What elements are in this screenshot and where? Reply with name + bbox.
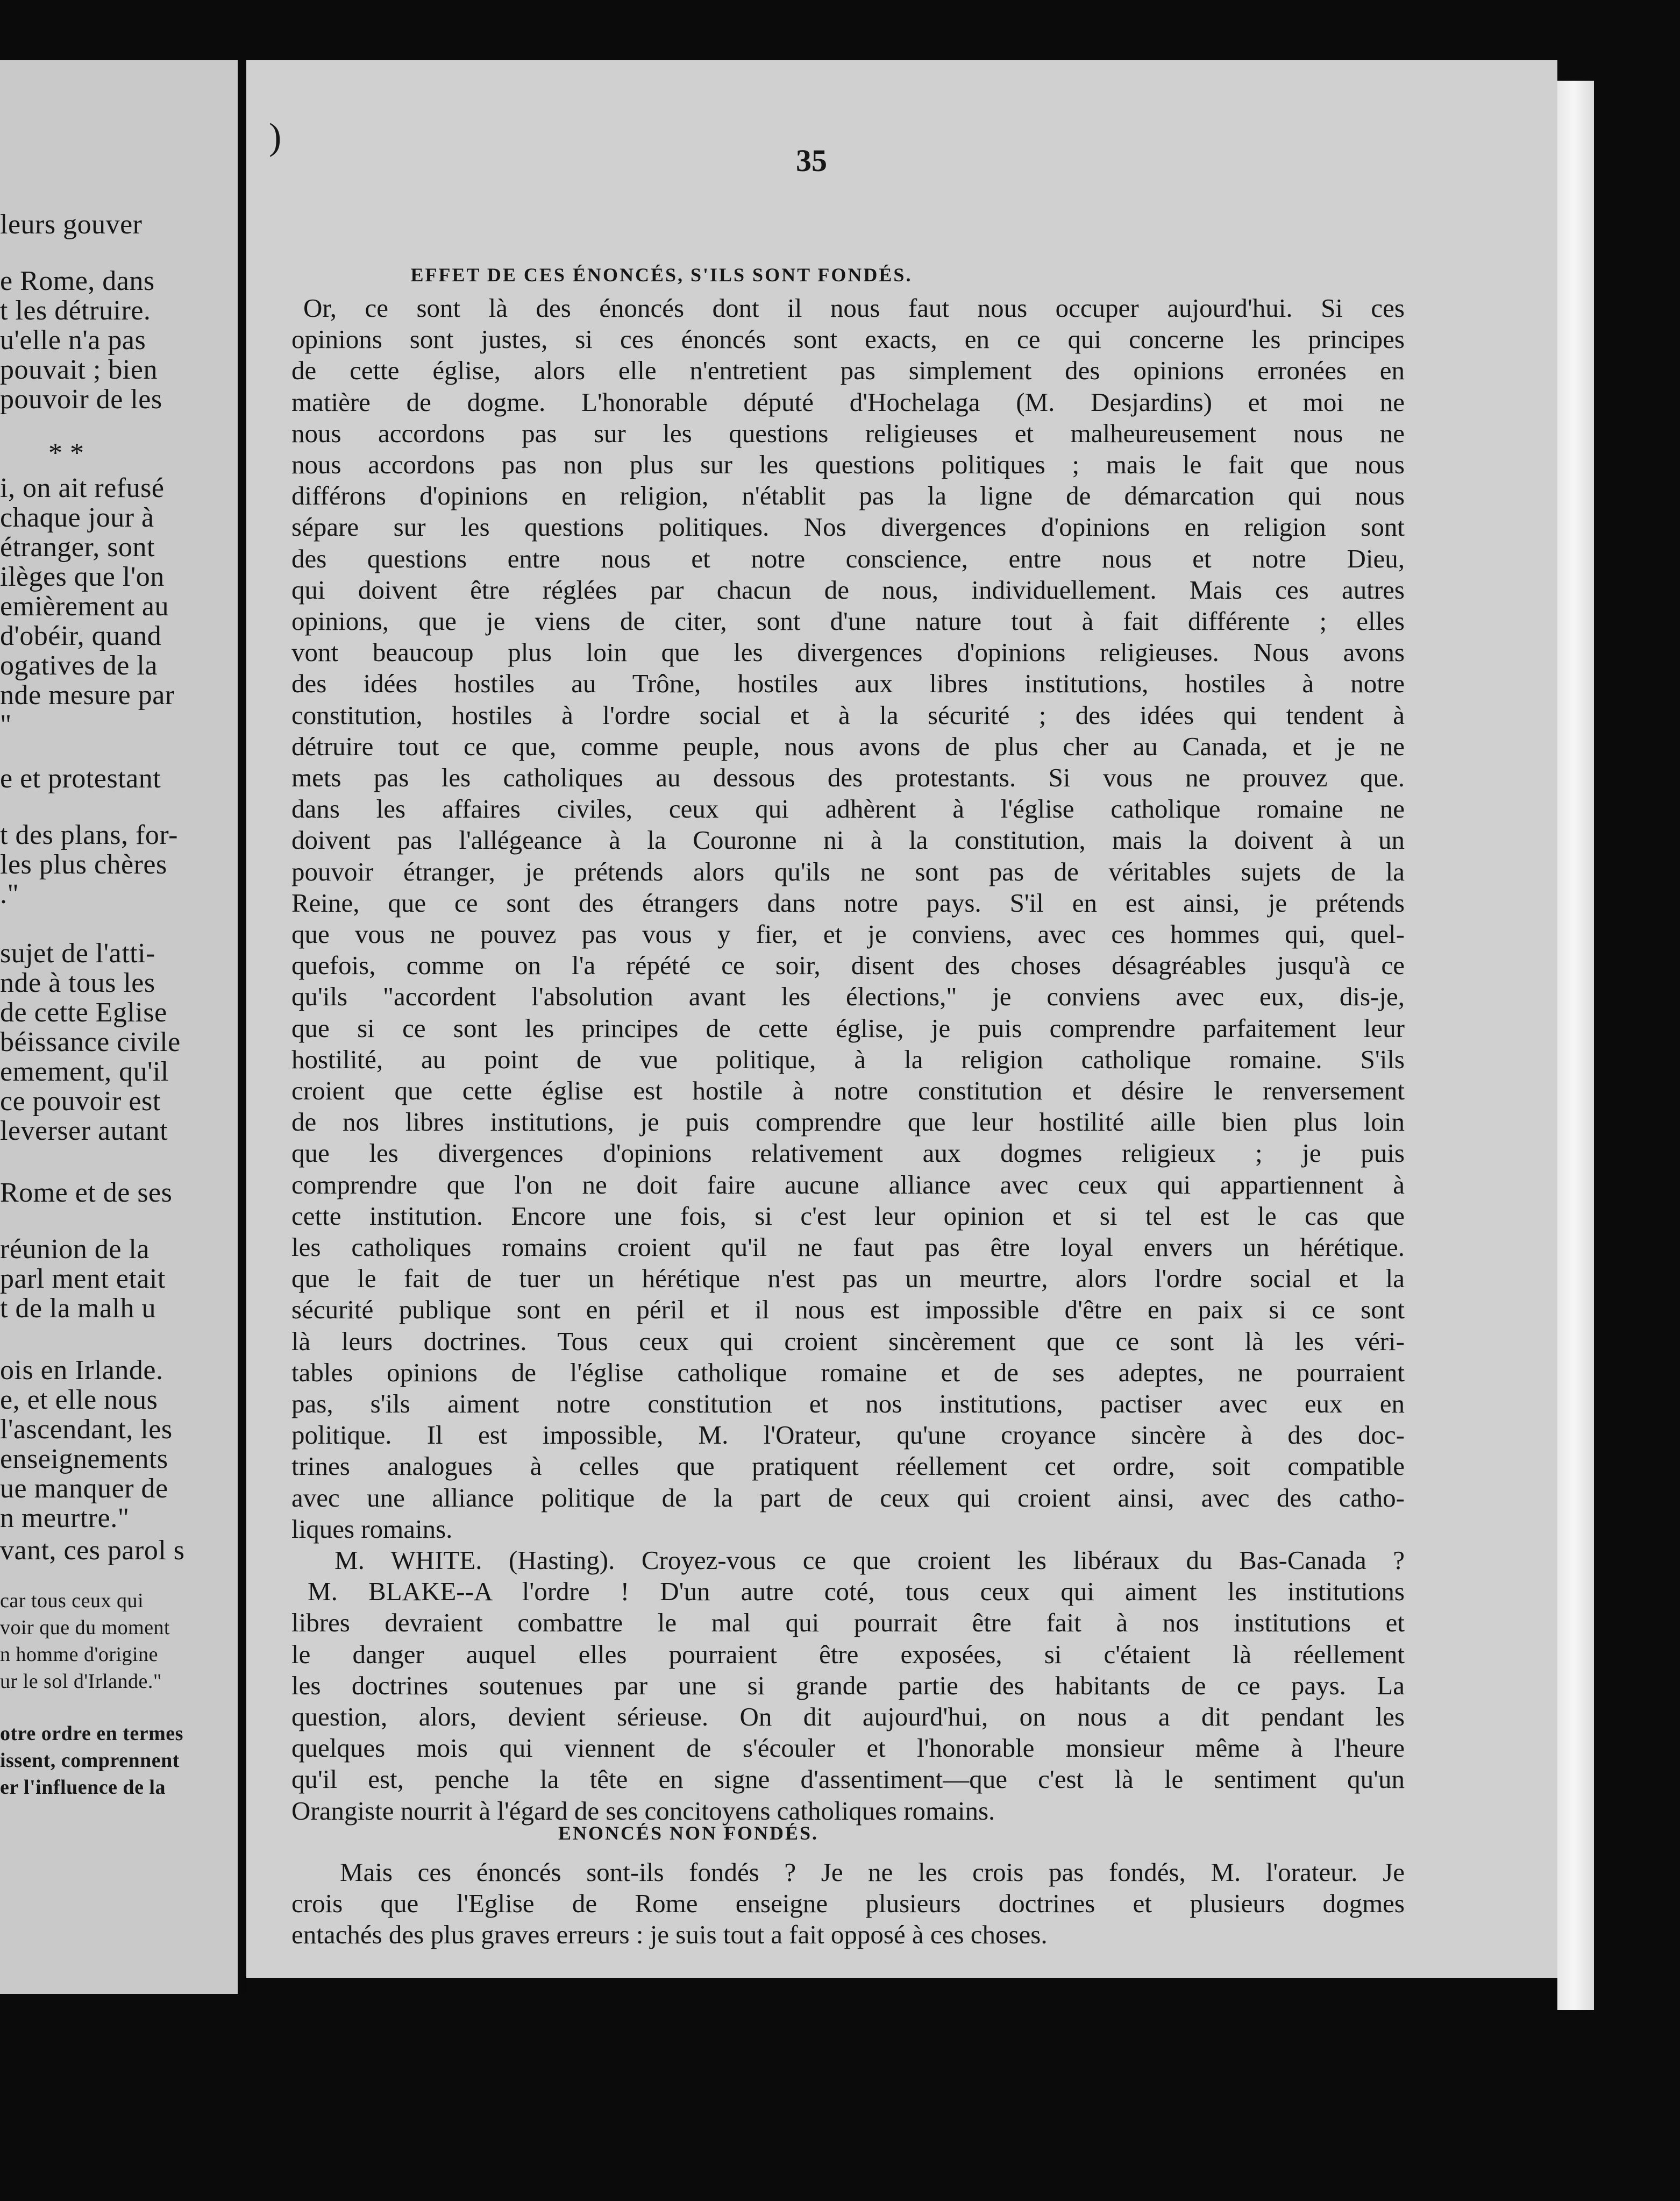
body-line: question, alors, devient sérieuse. On dit aujourd'hui, on nous a dit pendant les bbox=[291, 1702, 1405, 1731]
left-column-line: les plus chères bbox=[0, 849, 167, 880]
left-column-line: * * bbox=[48, 438, 84, 468]
left-column-line: n homme d'origine bbox=[0, 1643, 158, 1666]
left-column-line: ois en Irlande. bbox=[0, 1355, 163, 1386]
body-line: avec une alliance politique de la part de ceux qui croient ainsi, avec des catho- bbox=[291, 1482, 1405, 1513]
left-column-line: réunion de la bbox=[0, 1234, 150, 1265]
body-line: sécurité publique sont en péril et il nous est impossible d'être en paix si ce sont bbox=[291, 1295, 1405, 1325]
left-column-line: i, on ait refusé bbox=[0, 473, 165, 503]
body-line: là leurs doctrines. Tous ceux qui croient sincèrement que ce sont là les véri- bbox=[291, 1326, 1405, 1356]
body-line: opinions, que je viens de citer, sont d'une nature tout à fait différente ; elles bbox=[291, 606, 1405, 636]
body-line: différons d'opinions en religion, n'établit pas la ligne de démarcation qui nous bbox=[291, 481, 1405, 511]
left-column-line: de cette Eglise bbox=[0, 997, 167, 1028]
body-line: Reine, que ce sont des étrangers dans notre pays. S'il en est ainsi, je prétends bbox=[291, 888, 1405, 918]
body-line: vont beaucoup plus loin que les divergences d'opinions religieuses. Nous avons bbox=[291, 637, 1405, 668]
left-column-line: car tous ceux qui bbox=[0, 1589, 144, 1612]
body-line: qui doivent être réglées par chacun de nous, individuellement. Mais ces autres bbox=[291, 574, 1405, 605]
left-column-line: voir que du moment bbox=[0, 1616, 170, 1639]
left-column-line: t les détruire. bbox=[0, 295, 151, 326]
left-column-line: leurs gouver bbox=[0, 209, 143, 240]
body-line: pouvoir étranger, je prétends alors qu'ils ne sont pas de véritables sujets de la bbox=[291, 856, 1405, 886]
body-line: entachés des plus graves erreurs : je suis tout a fait opposé à ces choses. bbox=[291, 1920, 1048, 1949]
body-line: quefois, comme on l'a répété ce soir, disent des choses désagréables jusqu'à ce bbox=[291, 950, 1405, 981]
margin-mark: ) bbox=[269, 116, 282, 158]
left-column-line: ." bbox=[0, 879, 19, 910]
body-line: hostilité, au point de vue politique, à la religion catholique romaine. S'ils bbox=[291, 1044, 1405, 1074]
body-line: les doctrines soutenues par une si grande partie des habitants de ce pays. La bbox=[291, 1670, 1405, 1700]
body-line: le danger auquel elles pourraient être exposées, si c'étaient là réellement bbox=[291, 1639, 1405, 1669]
body-line: des idées hostiles au Trône, hostiles aux libres institutions, hostiles à notre bbox=[291, 669, 1405, 699]
section-heading-1: EFFET DE CES ÉNONCÉS, S'ILS SONT FONDÉS. bbox=[410, 264, 913, 286]
body-line: nous accordons pas sur les questions religieuses et malheureusement nous ne bbox=[291, 418, 1405, 448]
left-column-line: chaque jour à bbox=[0, 502, 154, 533]
body-line: croient que cette église est hostile à notre constitution et désire le renversement bbox=[291, 1076, 1405, 1105]
body-line: qu'ils "accordent l'absolution avant les élections," je conviens avec eux, dis-je, bbox=[291, 982, 1405, 1012]
left-column-line: leverser autant bbox=[0, 1116, 168, 1146]
left-column-line: nde à tous les bbox=[0, 968, 155, 998]
body-line: sépare sur les questions politiques. Nos divergences d'opinions en religion sont bbox=[291, 512, 1405, 542]
body-line: libres devraient combattre le mal qui pourrait être fait à nos institutions et bbox=[291, 1608, 1405, 1638]
left-column-line: pouvait ; bien bbox=[0, 354, 158, 385]
body-line: qu'il est, penche la tête en signe d'assentiment—que c'est là le sentiment qu'un bbox=[291, 1764, 1405, 1794]
section-heading-2: ENONCÉS NON FONDÉS. bbox=[558, 1822, 819, 1844]
body-line: cette institution. Encore une fois, si c'est leur opinion et si tel est le cas que bbox=[291, 1201, 1405, 1231]
body-line: politique. Il est impossible, M. l'Orateur, qu'une croyance sincère à des doc- bbox=[291, 1420, 1405, 1450]
page-edge bbox=[1557, 81, 1594, 2010]
left-column-line: n meurtre." bbox=[0, 1503, 130, 1533]
left-column-line: ur le sol d'Irlande." bbox=[0, 1670, 162, 1693]
body-line: mets pas les catholiques au dessous des protestants. Si vous ne prouvez que. bbox=[291, 763, 1405, 792]
left-column-line: er l'influence de la bbox=[0, 1776, 166, 1799]
left-column-line: vant, ces parol s bbox=[0, 1535, 185, 1566]
body-line: de cette église, alors elle n'entretient pas simplement des opinions erronées en bbox=[291, 356, 1405, 386]
left-column-line: u'elle n'a pas bbox=[0, 325, 146, 356]
body-line: liques romains. bbox=[291, 1514, 453, 1544]
body-line: pas, s'ils aiment notre constitution et nos institutions, pactiser avec eux en bbox=[291, 1389, 1405, 1418]
body-line: M. WHITE. (Hasting). Croyez-vous ce que croient les libéraux du Bas-Canada ? bbox=[334, 1545, 1405, 1575]
body-line: trines analogues à celles que pratiquent réellement cet ordre, soit compatible bbox=[291, 1451, 1405, 1481]
body-line: dans les affaires civiles, ceux qui adhèrent à l'église catholique romaine ne bbox=[291, 794, 1405, 824]
body-line: Mais ces énoncés sont-ils fondés ? Je ne les crois pas fondés, M. l'orateur. Je bbox=[340, 1857, 1405, 1887]
body-line: nous accordons pas non plus sur les questions politiques ; mais le fait que nous bbox=[291, 450, 1405, 479]
left-column-line: béissance civile bbox=[0, 1027, 181, 1057]
page-gutter bbox=[238, 60, 246, 1994]
body-line: doivent pas l'allégeance à la Couronne ni à la constitution, mais la doivent à un bbox=[291, 825, 1405, 855]
left-column-line: t de la malh u bbox=[0, 1293, 156, 1324]
left-column-line: l'ascendant, les bbox=[0, 1414, 173, 1445]
left-column-line: enseignements bbox=[0, 1444, 168, 1474]
left-column-line: ilèges que l'on bbox=[0, 562, 165, 592]
left-column-line: e Rome, dans bbox=[0, 266, 155, 296]
body-line: que vous ne pouvez pas vous y fier, et je conviens, avec ces hommes qui, quel- bbox=[291, 919, 1405, 949]
left-column-line: étranger, sont bbox=[0, 532, 155, 563]
left-column-line: ce pouvoir est bbox=[0, 1086, 161, 1117]
left-column-line: emement, qu'il bbox=[0, 1056, 169, 1087]
body-line: des questions entre nous et notre conscience, entre nous et notre Dieu, bbox=[291, 543, 1405, 573]
body-line: tables opinions de l'église catholique romaine et de ses adeptes, ne pourraient bbox=[291, 1357, 1405, 1387]
left-column-line: pouvoir de les bbox=[0, 384, 162, 415]
body-line: que les divergences d'opinions relativement aux dogmes religieux ; je puis bbox=[291, 1138, 1405, 1168]
left-column-line: emièrement au bbox=[0, 591, 169, 622]
left-column-line: e et protestant bbox=[0, 763, 161, 794]
left-column-line: Rome et de ses bbox=[0, 1177, 173, 1208]
left-column-line: sujet de l'atti- bbox=[0, 938, 155, 969]
body-line: les catholiques romains croient qu'il ne faut pas être loyal envers un hérétique. bbox=[291, 1232, 1405, 1262]
left-column-line: d'obéir, quand bbox=[0, 621, 162, 651]
body-line: comprendre que l'on ne doit faire aucune alliance avec ceux qui appartiennent à bbox=[291, 1169, 1405, 1199]
body-line: crois que l'Eglise de Rome enseigne plusieurs doctrines et plusieurs dogmes bbox=[291, 1888, 1405, 1918]
body-line: Orangiste nourrit à l'égard de ses concitoyens catholiques romains. bbox=[291, 1795, 995, 1826]
left-column-line: e, et elle nous bbox=[0, 1384, 158, 1415]
left-column-line: nde mesure par bbox=[0, 680, 175, 711]
left-column-line: t des plans, for- bbox=[0, 820, 178, 850]
body-line: constitution, hostiles à l'ordre social et à la sécurité ; des idées qui tendent à bbox=[291, 700, 1405, 730]
body-line: quelques mois qui viennent de s'écouler et l'honorable monsieur même à l'heure bbox=[291, 1733, 1405, 1763]
body-line: opinions sont justes, si ces énoncés sont exacts, en ce qui concerne les principes bbox=[291, 324, 1405, 354]
left-column-line: " bbox=[0, 709, 12, 740]
page-number: 35 bbox=[796, 143, 827, 178]
left-column-line: issent, comprennent bbox=[0, 1749, 180, 1772]
body-line: que si ce sont les principes de cette église, je puis comprendre parfaitement leur bbox=[291, 1013, 1405, 1043]
left-column-line: ogatives de la bbox=[0, 650, 158, 681]
left-page-fragment bbox=[0, 60, 238, 1994]
body-line: M. BLAKE--A l'ordre ! D'un autre coté, tous ceux qui aiment les institutions bbox=[308, 1577, 1405, 1607]
body-line: de nos libres institutions, je puis comprendre que leur hostilité aille bien plus loin bbox=[291, 1107, 1405, 1137]
left-column-line: otre ordre en termes bbox=[0, 1722, 183, 1745]
body-line: matière de dogme. L'honorable député d'Hochelaga (M. Desjardins) et moi ne bbox=[291, 387, 1405, 417]
body-line: Or, ce sont là des énoncés dont il nous faut nous occuper aujourd'hui. Si ces bbox=[303, 293, 1405, 323]
left-column-line: parl ment etait bbox=[0, 1263, 166, 1294]
left-column-line: ue manquer de bbox=[0, 1473, 168, 1504]
body-line: que le fait de tuer un hérétique n'est pas un meurtre, alors l'ordre social et la bbox=[291, 1263, 1405, 1294]
body-line: détruire tout ce que, comme peuple, nous avons de plus cher au Canada, et je ne bbox=[291, 731, 1405, 761]
